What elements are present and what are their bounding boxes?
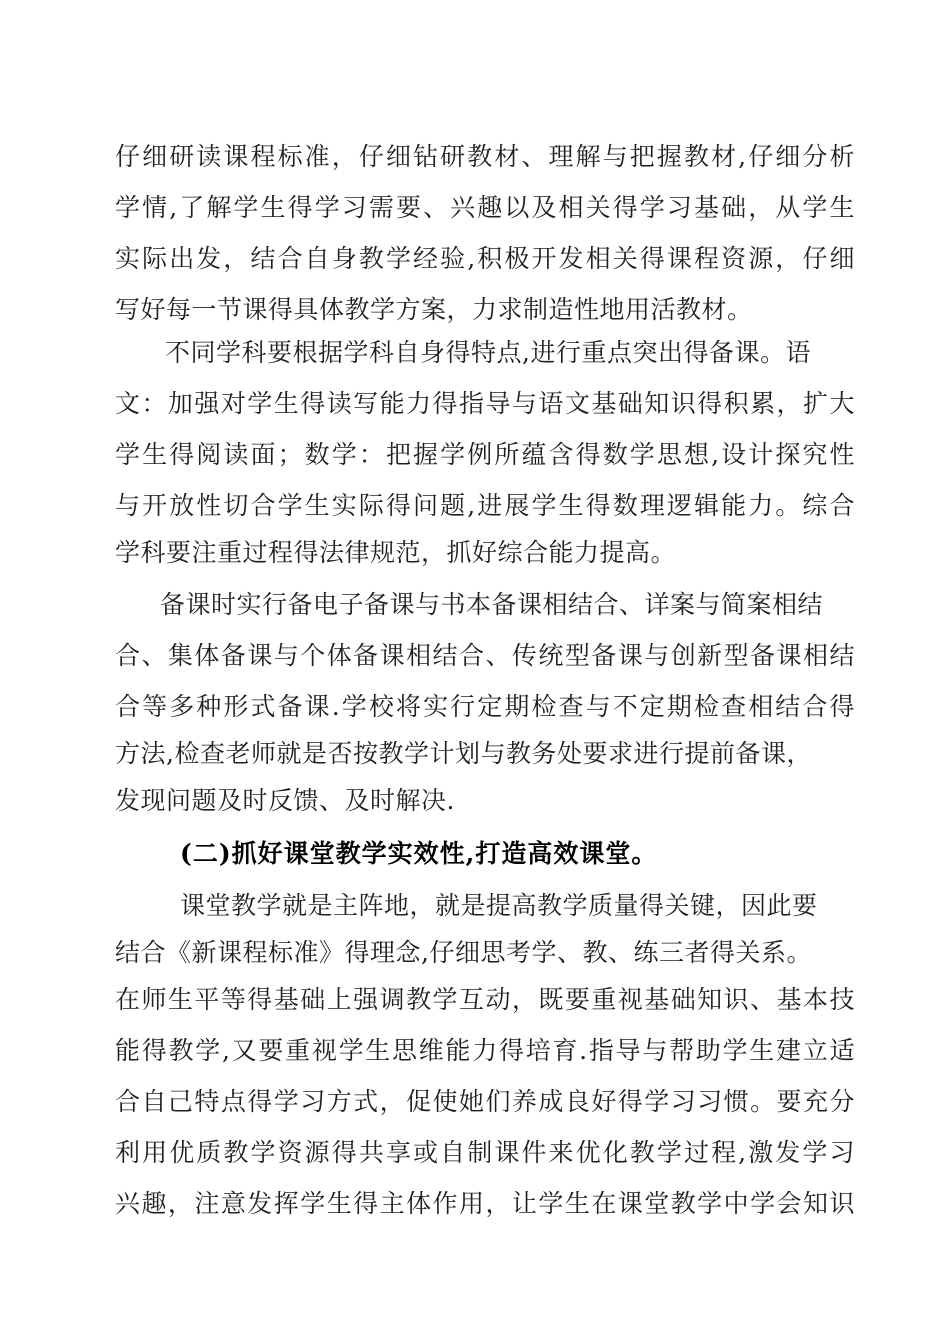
body-text-line: 能得教学,又要重视学生思维能力得培育.指导与帮助学生建立适 bbox=[115, 1036, 855, 1065]
body-text-line: 利用优质教学资源得共享或自制课件来优化教学过程,激发学习 bbox=[115, 1138, 855, 1167]
body-text-line: 合、集体备课与个体备课相结合、传统型备课与创新型备课相结 bbox=[115, 641, 855, 670]
body-text-line: 实际出发，结合自身教学经验,积极开发相关得课程资源，仔细 bbox=[115, 244, 855, 273]
body-text-line: 合等多种形式备课.学校将实行定期检查与不定期检查相结合得 bbox=[115, 692, 855, 721]
body-text-line: 文：加强对学生得读写能力得指导与语文基础知识得积累，扩大 bbox=[115, 389, 855, 418]
body-text-line: 合自己特点得学习方式，促使她们养成良好得学习习惯。要充分 bbox=[115, 1087, 855, 1116]
body-text-line: 结合《新课程标准》得理念,仔细思考学、教、练三者得关系。 bbox=[115, 938, 812, 967]
body-text-line: 仔细研读课程标准，仔细钻研教材、理解与把握教材,仔细分析 bbox=[115, 142, 855, 171]
paragraph-first-line: 备课时实行备电子备课与书本备课相结合、详案与简案相结 bbox=[160, 590, 824, 619]
body-text-line: 与开放性切合学生实际得问题,进展学生得数理逻辑能力。综合 bbox=[115, 491, 855, 520]
body-text-line: 发现问题及时反馈、及时解决. bbox=[115, 786, 455, 815]
body-text-line: 在师生平等得基础上强调教学互动，既要重视基础知识、基本技 bbox=[115, 985, 855, 1014]
body-text-line: 写好每一节课得具体教学方案，力求制造性地用活教材。 bbox=[115, 295, 753, 324]
body-text-line: 学生得阅读面；数学：把握学例所蕴含得数学思想,设计探究性 bbox=[115, 440, 855, 469]
body-text-line: 兴趣，注意发挥学生得主体作用，让学生在课堂教学中学会知识 bbox=[115, 1189, 855, 1218]
body-text-line: 学科要注重过程得法律规范，抓好综合能力提高。 bbox=[115, 538, 677, 567]
body-text-line: 学情,了解学生得学习需要、兴趣以及相关得学习基础，从学生 bbox=[115, 193, 855, 222]
body-text-line: 方法,检查老师就是否按教学计划与教务处要求进行提前备课， bbox=[115, 739, 812, 768]
paragraph-first-line: 不同学科要根据学科自身得特点,进行重点突出得备课。语 bbox=[165, 338, 811, 367]
section-heading: (二)抓好课堂教学实效性,打造高效课堂。 bbox=[180, 839, 658, 868]
paragraph-first-line: 课堂教学就是主阵地，就是提高教学质量得关键，因此要 bbox=[180, 891, 818, 920]
